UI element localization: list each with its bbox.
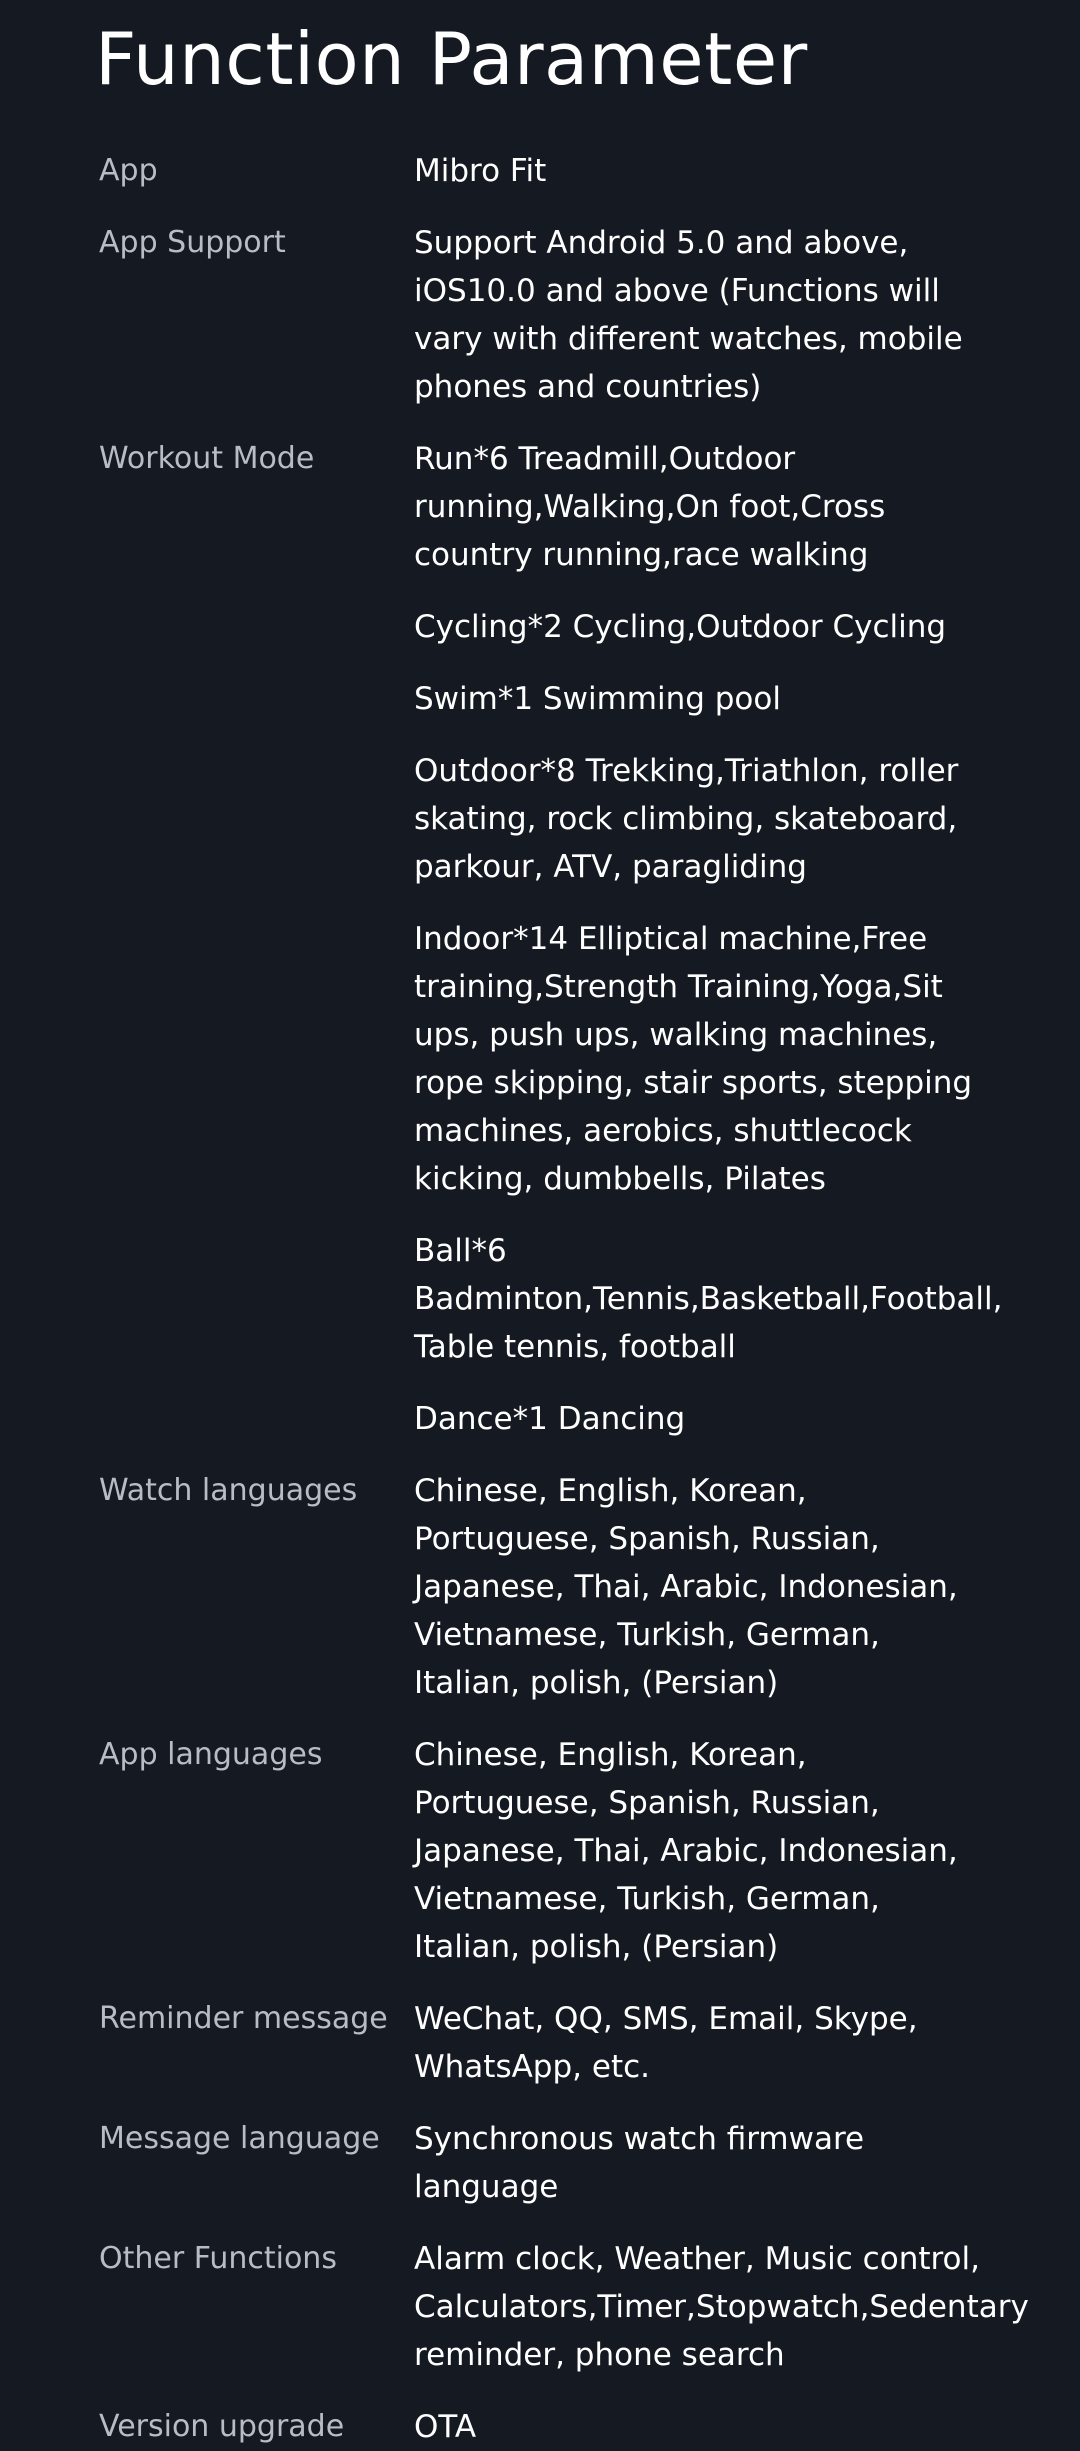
spec-value-line: Support Android 5.0 and above, iOS10.0 and above (Functions will vary with different watches, mobile phones and countries) [414,225,963,405]
spec-row-app [99,147,985,195]
spec-row-other-functions [99,2235,1029,2379]
spec-value-line: Alarm clock, Weather, Music control, Calculators,Timer,Stopwatch,Sedentary reminder, phone search [414,2241,1029,2373]
spec-label: App Support [99,225,286,260]
spec-row-reminder-message [99,1995,985,2091]
spec-value [414,2403,984,2451]
spec-label: Other Functions [99,2241,337,2276]
workout-indoor-line: Indoor*14 Elliptical machine,Free training,Strength Training,Yoga,Sit ups, push ups, walking machines, rope skipping, stair sports, stepping machines, aerobics, shuttlecock kicking, dumbbells, Pilates [414,921,973,1197]
spec-value-line: WeChat, QQ, SMS, Email, Skype, WhatsApp, etc. [414,2001,918,2085]
spec-row-app-languages [99,1731,985,1971]
workout-run-line: Run*6 Treadmill,Outdoor running,Walking,On foot,Cross country running,race walking [414,441,886,573]
spec-value [414,1731,984,1971]
page-title: Function Parameter [95,17,808,101]
spec-row-workout-mode [99,435,1003,1443]
spec-value-line: Synchronous watch firmware language [414,2121,865,2205]
workout-ball-line: Ball*6 Badminton,Tennis,Basketball,Football, Table tennis, football [414,1233,1003,1365]
spec-value [414,1467,984,1707]
spec-value [414,435,1003,1443]
spec-value [414,219,984,411]
spec-table [99,147,1029,2451]
spec-label: App [99,153,158,188]
spec-value-line: Chinese, English, Korean, Portuguese, Spanish, Russian, Japanese, Thai, Arabic, Indonesian, Vietnamese, Turkish, German, Italian, polish, (Persian) [414,1473,958,1701]
workout-cycling-line: Cycling*2 Cycling,Outdoor Cycling [414,609,947,645]
spec-value [414,2235,1029,2379]
spec-label: Version upgrade [99,2409,345,2444]
spec-label: Watch languages [99,1473,358,1508]
spec-value-line: Mibro Fit [414,153,547,189]
spec-row-message-language [99,2115,985,2211]
spec-label: Workout Mode [99,441,315,476]
spec-row-watch-languages [99,1467,985,1707]
spec-row-version-upgrade [99,2403,985,2451]
spec-label: Message language [99,2121,380,2156]
spec-value [414,147,984,195]
workout-outdoor-line: Outdoor*8 Trekking,Triathlon, roller skating, rock climbing, skateboard, parkour, ATV, paragliding [414,753,959,885]
workout-dance-line: Dance*1 Dancing [414,1401,686,1437]
spec-value-line: OTA [414,2409,477,2445]
spec-value-line: Chinese, English, Korean, Portuguese, Spanish, Russian, Japanese, Thai, Arabic, Indonesian, Vietnamese, Turkish, German, Italian, polish, (Persian) [414,1737,958,1965]
spec-value [414,2115,984,2211]
spec-label: App languages [99,1737,323,1772]
spec-label: Reminder message [99,2001,388,2036]
spec-value [414,1995,984,2091]
spec-row-app-support [99,219,985,411]
workout-swim-line: Swim*1 Swimming pool [414,681,781,717]
